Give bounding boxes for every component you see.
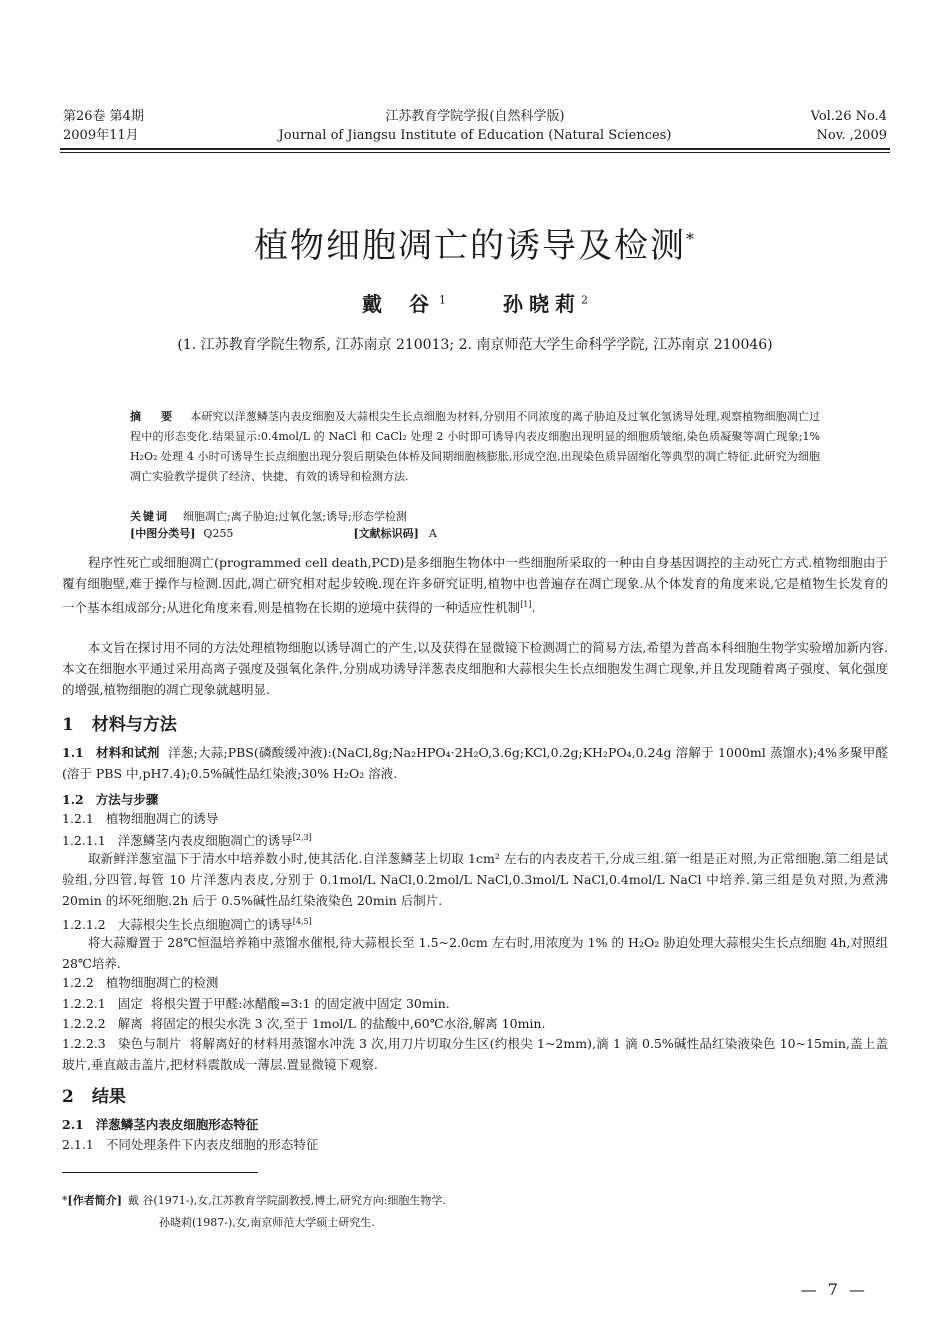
subsection-1-2-2-1	[62, 993, 888, 1014]
intro-paragraph-1	[62, 552, 888, 618]
author-1	[362, 292, 446, 316]
section-1-heading	[62, 710, 177, 735]
abstract-label: 摘 要	[130, 410, 181, 423]
subsection-1-2-number: 1.2	[62, 792, 84, 807]
footnote-label: [作者简介]	[67, 1194, 122, 1207]
citation-2-3[interactable]: [2,3]	[292, 833, 312, 842]
paper-title-text: 植物细胞凋亡的诱导及检测	[254, 226, 686, 266]
header-journal-name	[250, 107, 700, 145]
subsection-1-2-2-2-title: 解离	[117, 1016, 143, 1031]
subsection-1-2-2-title: 植物细胞凋亡的检测	[105, 975, 219, 990]
footnote-rule	[62, 1172, 258, 1173]
author-1-affil-mark: 1	[439, 293, 446, 307]
doc-code-value: A	[428, 527, 437, 540]
header-rule-thin	[60, 152, 890, 153]
subsection-1-1	[62, 742, 888, 784]
subsection-1-2-2-2-text: 将固定的根尖水洗 3 次,至于 1mol/L 的盐酸中,60℃水浴,解离 10min.	[150, 1016, 546, 1031]
subsection-2-1-title: 洋葱鳞茎内表皮细胞形态特征	[95, 1117, 259, 1132]
subsection-1-2-1-1-title: 洋葱鳞茎内表皮细胞凋亡的诱导	[117, 833, 293, 849]
header-volume-info	[63, 107, 144, 145]
subsection-1-2-2-1-title: 固定	[117, 996, 143, 1011]
subsection-1-2-2	[62, 972, 888, 993]
author-2	[503, 292, 588, 316]
header-date-en: Nov. ,2009	[816, 128, 887, 143]
subsection-1-2-2-number: 1.2.2	[62, 975, 94, 990]
author-2-name: 孙晓莉	[502, 292, 581, 316]
citation-1[interactable]: [1]	[520, 600, 532, 609]
intro-p1-end: .	[531, 600, 536, 616]
method-onion-text: 取新鲜洋葱室温下于清水中培养数小时,使其活化.自洋葱鳞茎上切取 1cm² 左右的内表皮若干,分成三组.第一组是正对照,为正常细胞.第二组是试验组,分四管,每管 10 片洋葱内表皮,分别于 0.1mol/L NaCl,0.2mol/L NaCl,0.3mol/L NaCl,0.4mol/L NaCl 中培养.第三组是负对照,为煮沸 20min 的坏死细胞.2h 后于 0.5%碱性品红染液染色 20min 后制片.	[62, 851, 888, 908]
title-footnote-mark: *	[686, 229, 696, 249]
header-journal-cn: 江苏教育学院学报(自然科学版)	[385, 109, 565, 124]
header-rule-thick	[60, 148, 890, 150]
author-1-name: 戴 谷	[362, 292, 439, 316]
subsection-1-1-title: 材料和试剂	[95, 745, 160, 760]
subsection-1-2-2-1-number: 1.2.2.1	[62, 996, 106, 1011]
subsection-1-1-text: 洋葱;大蒜;PBS(磷酸缓冲液):(NaCl,8g;Na₂HPO₄·2H₂O,3.6g;KCl,0.2g;KH₂PO₄,0.24g 溶解于 1000ml 蒸馏水);4%多聚甲醛(溶于 PBS 中,pH7.4);0.5%碱性品红染液;30% H₂O₂ 溶液.	[62, 745, 888, 781]
section-2-title: 结果	[91, 1087, 126, 1107]
header-volume-info-en	[811, 107, 887, 145]
subsection-1-1-number: 1.1	[62, 745, 84, 760]
header-journal-en: Journal of Jiangsu Institute of Education (Natural Sciences)	[278, 128, 672, 143]
subsection-2-1-1-title: 不同处理条件下内表皮细胞的形态特征	[105, 1137, 319, 1152]
subsection-2-1-1	[62, 1134, 888, 1155]
subsection-2-1	[62, 1114, 888, 1135]
subsection-1-2-2-2	[62, 1013, 888, 1034]
abstract-text: 本研究以洋葱鳞茎内表皮细胞及大蒜根尖生长点细胞为材料,分别用不同浓度的离子胁迫及过氧化氢诱导处理,观察植物细胞凋亡过程中的形态变化.结果显示:0.4mol/L 的 NaCl 和 CaCl₂ 处理 2 小时即可诱导内表皮细胞出现明显的细胞质皱缩,染色质凝聚等凋亡现象;1% H₂O₂ 处理 4 小时可诱导生长点细胞出现分裂后期染色体桥及间期细胞核膨胀,形成空泡,出现染色质异固缩化等典型的凋亡特征.此研究为细胞凋亡实验教学提供了经济、快捷、有效的诱导和检测方法.	[130, 410, 820, 483]
clc-label: [中图分类号]	[130, 527, 196, 540]
citation-4-5[interactable]: [4,5]	[292, 917, 312, 926]
subsection-1-2-1-1-number: 1.2.1.1	[62, 833, 106, 849]
subsection-1-2-2-1-text: 将根尖置于甲醛:冰醋酸=3:1 的固定液中固定 30min.	[150, 996, 450, 1011]
subsection-1-2-2-3-text: 将解离好的材料用蒸馏水冲洗 3 次,用刀片切取分生区(约根尖 1~2mm),滴 1 滴 0.5%碱性品红染液染色 10~15min,盖上盖玻片,垂直敲击盖片,把材料震散成一薄层.置显微镜下观察.	[62, 1036, 888, 1072]
method-garlic-text: 将大蒜瓣置于 28℃恒温培养箱中蒸馏水催根,待大蒜根长至 1.5~2.0cm 左右时,用浓度为 1% 的 H₂O₂ 胁迫处理大蒜根尖生长点细胞 4h,对照组 28℃培养.	[62, 935, 888, 971]
keywords-label: 关键词	[130, 510, 169, 523]
section-1-number: 1	[62, 715, 74, 735]
subsection-2-1-1-number: 2.1.1	[62, 1137, 94, 1152]
affiliations: (1. 江苏教育学院生物系, 江苏南京 210013; 2. 南京师范大学生命科学学院, 江苏南京 210046)	[177, 337, 773, 353]
subsection-1-2-2-3-title: 染色与制片	[117, 1036, 182, 1051]
header-volume: 第26卷 第4期	[63, 109, 144, 124]
paper-title	[0, 218, 950, 267]
clc-value: Q255	[203, 527, 234, 540]
subsection-1-2-2-2-number: 1.2.2.2	[62, 1016, 106, 1031]
page-number: — 7 —	[800, 1280, 868, 1299]
section-1-title: 材料与方法	[91, 715, 177, 735]
author-2-affil-mark: 2	[580, 293, 588, 307]
subsection-1-2-1-2-title: 大蒜根尖生长点细胞凋亡的诱导	[117, 917, 293, 933]
header-date: 2009年11月	[63, 128, 139, 143]
abstract	[130, 407, 820, 487]
classification-line	[130, 524, 437, 544]
subsection-1-2	[62, 789, 888, 810]
footnote-mark: *	[62, 1194, 68, 1207]
keywords-text: 细胞凋亡;离子胁迫;过氧化氢;诱导;形态学检测	[183, 510, 407, 523]
author-footnote	[62, 1190, 446, 1234]
section-2-heading	[62, 1082, 126, 1107]
intro-paragraph-2	[62, 637, 888, 700]
subsection-1-2-title: 方法与步骤	[95, 792, 159, 807]
footnote-line-1: 戴 谷(1971-),女,江苏教育学院副教授,博士,研究方向:细胞生物学.	[127, 1194, 446, 1207]
doc-code-label: [文献标识码]	[353, 527, 419, 540]
subsection-1-2-1-title: 植物细胞凋亡的诱导	[105, 811, 219, 826]
subsection-1-2-1	[62, 808, 888, 829]
intro-p2-text: 本文旨在探讨用不同的方法处理植物细胞以诱导凋亡的产生,以及获得在显微镜下检测凋亡的简易方法,希望为普高本科细胞生物学实验增加新内容.本文在细胞水平通过采用高离子强度及强氧化条件,分别成功诱导洋葱表皮细胞和大蒜根尖生长点细胞发生凋亡现象,并且发现随着离子强度、氧化强度的增强,植物细胞的凋亡现象就越明显.	[62, 640, 888, 697]
footnote-line-2: 孙晓莉(1987-),女,南京师范大学硕士研究生.	[159, 1216, 375, 1229]
subsection-1-2-1-2-number: 1.2.1.2	[62, 917, 106, 933]
subsection-1-2-2-3	[62, 1033, 888, 1075]
intro-p1-text: 程序性死亡或细胞凋亡(programmed cell death,PCD)是多细胞生物体中一些细胞所采取的一种由自身基因调控的主动死亡方式.植物细胞由于覆有细胞壁,难于操作与检测.因此,凋亡研究相对起步较晚.现在许多研究证明,植物中也普遍存在凋亡现象.从个体发育的角度来说,它是植物生长发育的一个基本组成部分;从进化角度来看,则是植物在长期的逆境中获得的一种适应性机制	[62, 555, 888, 616]
subsection-1-2-1-number: 1.2.1	[62, 811, 94, 826]
subsection-2-1-number: 2.1	[62, 1117, 84, 1132]
author-list	[0, 288, 950, 317]
section-2-number: 2	[62, 1087, 74, 1107]
header-volume-en: Vol.26 No.4	[810, 109, 887, 124]
subsection-1-2-2-3-number: 1.2.2.3	[62, 1036, 106, 1051]
